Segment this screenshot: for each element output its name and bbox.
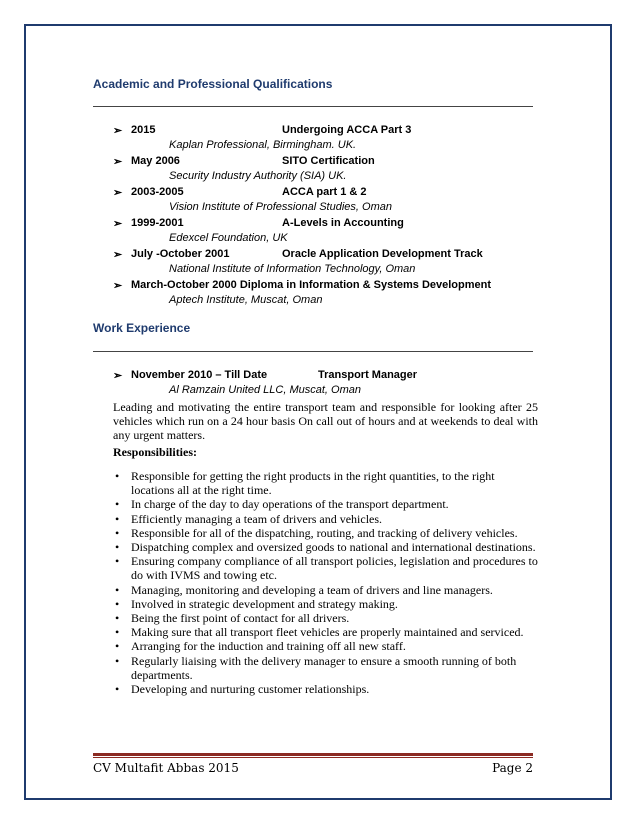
arrow-bullet-icon: ➢ <box>113 280 123 292</box>
footer-divider <box>93 753 533 756</box>
responsibility-text: In charge of the day to day operations of the transport department. <box>131 497 449 512</box>
responsibility-item <box>113 654 538 682</box>
responsibility-item <box>113 526 538 540</box>
qualification-institution: Edexcel Foundation, UK <box>169 232 288 244</box>
round-bullet-icon: • <box>115 653 120 668</box>
arrow-bullet-icon: ➢ <box>113 218 123 230</box>
responsibilities-list <box>113 469 538 696</box>
qualification-item <box>113 217 543 248</box>
footer-divider-thin <box>93 757 533 758</box>
arrow-bullet-icon: ➢ <box>113 187 123 199</box>
qualification-title: Undergoing ACCA Part 3 <box>282 124 412 136</box>
qualification-item <box>113 248 543 279</box>
round-bullet-icon: • <box>115 497 120 512</box>
responsibility-text: Managing, monitoring and developing a team of drivers and line managers. <box>131 582 493 597</box>
qualification-item <box>113 124 543 155</box>
responsibility-item <box>113 554 538 582</box>
qualification-institution: Kaplan Professional, Birmingham. UK. <box>169 139 357 151</box>
arrow-bullet-icon: ➢ <box>113 156 123 168</box>
responsibility-item <box>113 497 538 511</box>
work-experience-heading: Work Experience <box>93 321 191 335</box>
work-experience-section <box>113 369 538 696</box>
qualification-date: 2015 <box>131 124 156 136</box>
job-title: Transport Manager <box>318 369 418 381</box>
qualification-institution: National Institute of Information Technology, Oman <box>169 263 416 275</box>
responsibility-item <box>113 597 538 611</box>
qualification-title: ACCA part 1 & 2 <box>282 186 367 198</box>
qualification-institution: Security Industry Authority (SIA) UK. <box>169 170 347 182</box>
qualifications-list <box>113 124 543 310</box>
round-bullet-icon: • <box>115 596 120 611</box>
responsibility-item <box>113 639 538 653</box>
round-bullet-icon: • <box>115 469 120 483</box>
responsibility-item <box>113 611 538 625</box>
qualification-title: SITO Certification <box>282 155 375 167</box>
qualification-item <box>113 279 543 310</box>
round-bullet-icon: • <box>115 554 120 569</box>
round-bullet-icon: • <box>115 611 120 626</box>
arrow-bullet-icon: ➢ <box>113 125 123 137</box>
qualification-date: May 2006 <box>131 155 180 167</box>
job-description: Leading and motivating the entire transport team and responsible for looking after 25 vehicles which run on a 24 hour basis On call out of hours and at weekends to deal with any urgent matters. <box>113 400 538 442</box>
responsibility-text: Arranging for the induction and training off all new staff. <box>131 639 406 654</box>
responsibility-item <box>113 469 538 497</box>
footer-left: CV Multafit Abbas 2015 <box>93 761 239 775</box>
qualifications-heading: Academic and Professional Qualifications <box>93 77 333 91</box>
responsibility-text: Dispatching complex and oversized goods to national and international destinations. <box>131 540 536 555</box>
responsibility-item <box>113 682 538 696</box>
qualification-date: 1999-2001 <box>131 217 184 229</box>
qualification-date: March-October 2000 Diploma in Information & Systems Development <box>131 279 492 291</box>
responsibility-item <box>113 512 538 526</box>
job-company: Al Ramzain United LLC, Muscat, Oman <box>169 384 361 396</box>
responsibility-item <box>113 583 538 597</box>
responsibility-item <box>113 540 538 554</box>
qualification-item <box>113 155 543 186</box>
responsibility-text: Regularly liaising with the delivery manager to ensure a smooth running of both departments. <box>131 653 517 682</box>
round-bullet-icon: • <box>115 525 120 540</box>
round-bullet-icon: • <box>115 540 120 555</box>
arrow-bullet-icon: ➢ <box>113 370 123 382</box>
responsibility-text: Making sure that all transport fleet vehicles are properly maintained and serviced. <box>131 625 524 640</box>
responsibility-text: Ensuring company compliance of all transport policies, legislation and procedures to do with IVMS and towing etc. <box>131 554 538 583</box>
round-bullet-icon: • <box>115 682 120 697</box>
work-experience-divider <box>93 351 533 352</box>
qualification-date: 2003-2005 <box>131 186 184 198</box>
round-bullet-icon: • <box>115 639 120 654</box>
responsibility-text: Being the first point of contact for all drivers. <box>131 611 350 626</box>
responsibility-item <box>113 625 538 639</box>
responsibility-text: Efficiently managing a team of drivers and vehicles. <box>131 511 383 526</box>
qualification-title: Oracle Application Development Track <box>282 248 483 260</box>
qualifications-divider <box>93 106 533 107</box>
qualification-institution: Aptech Institute, Muscat, Oman <box>169 294 323 306</box>
responsibilities-label: Responsibilities: <box>113 445 198 459</box>
arrow-bullet-icon: ➢ <box>113 249 123 261</box>
job-date: November 2010 – Till Date <box>131 369 268 381</box>
responsibility-text: Involved in strategic development and strategy making. <box>131 596 398 611</box>
qualification-item <box>113 186 543 217</box>
qualification-institution: Vision Institute of Professional Studies, Oman <box>169 201 392 213</box>
responsibility-text: Responsible for getting the right products in the right quantities, to the right locations all at the right time. <box>131 469 495 498</box>
qualification-title: A-Levels in Accounting <box>282 217 404 229</box>
round-bullet-icon: • <box>115 582 120 597</box>
qualification-date: July -October 2001 <box>131 248 230 260</box>
round-bullet-icon: • <box>115 625 120 640</box>
responsibility-text: Responsible for all of the dispatching, routing, and tracking of delivery vehicles. <box>131 525 518 540</box>
footer-page-number: Page 2 <box>492 761 533 775</box>
responsibility-text: Developing and nurturing customer relationships. <box>131 682 370 697</box>
round-bullet-icon: • <box>115 511 120 526</box>
